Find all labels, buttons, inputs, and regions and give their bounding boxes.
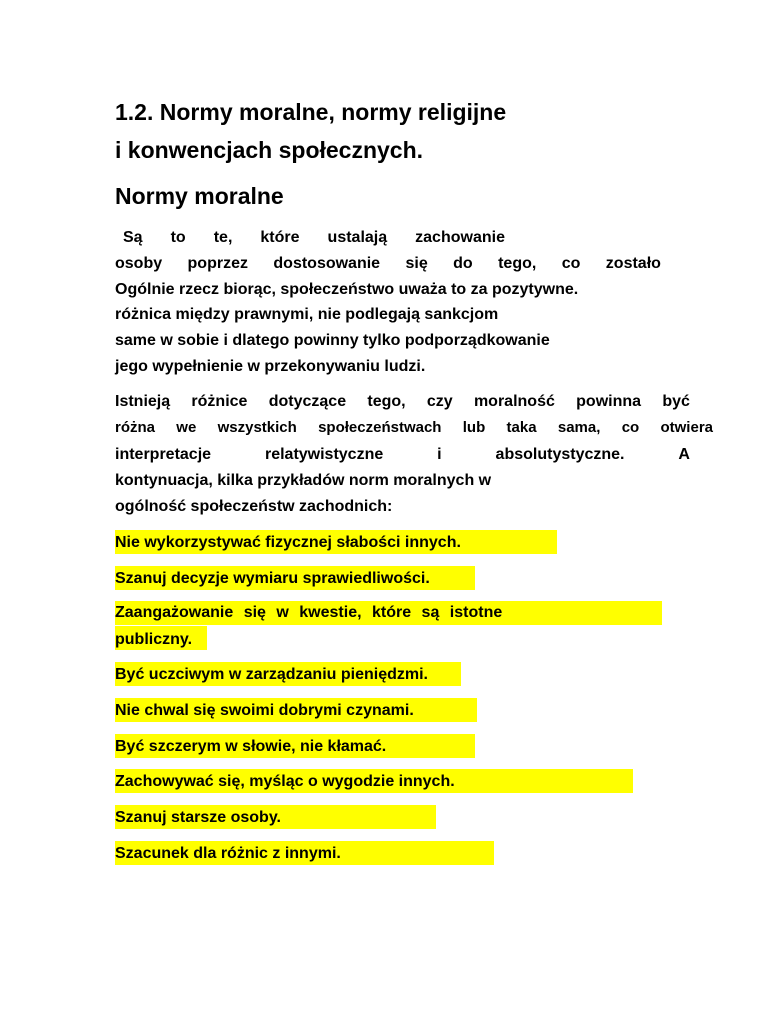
paragraph-2-line-2: [115, 418, 713, 438]
paragraph-1-line-6: jego wypełnienie w przekonywaniu ludzi.: [115, 358, 426, 375]
word: A: [678, 446, 690, 463]
norm-item: [115, 603, 587, 623]
norm-item: Szanuj starsze osoby.: [115, 809, 281, 826]
word: wszystkich: [217, 419, 297, 436]
paragraph-1-line-1: [123, 228, 505, 248]
norm-item: Być szczerym w słowie, nie kłamać.: [115, 738, 387, 755]
norm-item-text: Zaangażowanie się w kwestie, które są istotne: [115, 604, 503, 621]
word: powinna: [576, 393, 642, 410]
word: otwiera: [660, 419, 713, 436]
norm-item: Nie wykorzystywać fizycznej słabości innych.: [115, 534, 461, 551]
word: i: [437, 446, 442, 463]
word: dotyczące: [268, 393, 347, 410]
word: we: [176, 419, 197, 436]
norm-item: Być uczciwym w zarządzaniu pieniędzmi.: [115, 666, 428, 683]
word: które: [260, 229, 300, 246]
word: się: [405, 255, 428, 272]
paragraph-1-line-2: [115, 254, 661, 274]
word: moralność: [473, 393, 555, 410]
word: różnice: [191, 393, 248, 410]
word: tego,: [498, 255, 537, 272]
norm-item: Szanuj decyzje wymiaru sprawiedliwości.: [115, 570, 430, 587]
word: taka: [506, 419, 537, 436]
paragraph-1-line-3: Ogólnie rzecz biorąc, społeczeństwo uważa to za pozytywne.: [115, 281, 579, 298]
word: sama,: [557, 419, 601, 436]
word: relatywistyczne: [264, 446, 384, 463]
word: osoby: [115, 255, 163, 272]
word: społeczeństwach: [318, 419, 442, 436]
word: Istnieją: [115, 393, 171, 410]
paragraph-2-line-3: [115, 445, 690, 465]
paragraph-2-line-1: [115, 392, 690, 412]
word: dostosowanie: [273, 255, 381, 272]
word: czy: [426, 393, 453, 410]
paragraph-1-line-4: różnica między prawnymi, nie podlegają sankcjom: [115, 306, 499, 323]
word: co: [621, 419, 640, 436]
word: te,: [213, 229, 233, 246]
word: lub: [462, 419, 486, 436]
word: zachowanie: [415, 229, 505, 246]
paragraph-2-line-5: ogólność społeczeństw zachodnich:: [115, 498, 393, 515]
paragraph-1-line-5: same w sobie i dlatego powinny tylko podporządkowanie: [115, 332, 550, 349]
title-line-2: i konwencjach społecznych.: [115, 137, 424, 163]
paragraph-2-line-4: kontynuacja, kilka przykładów norm moralnych w: [115, 472, 492, 489]
norm-item: Szacunek dla różnic z innymi.: [115, 845, 341, 862]
word: absolutystyczne.: [495, 446, 625, 463]
title-line-1: 1.2. Normy moralne, normy religijne: [115, 99, 507, 125]
word: ustalają: [327, 229, 388, 246]
section-heading: Normy moralne: [115, 183, 284, 209]
word: zostało: [605, 255, 661, 272]
norm-item: Nie chwal się swoimi dobrymi czynami.: [115, 702, 414, 719]
word: do: [453, 255, 473, 272]
word: to: [170, 229, 186, 246]
word: tego,: [367, 393, 406, 410]
word: interpretacje: [115, 446, 212, 463]
word: co: [561, 255, 581, 272]
norm-item: Zachowywać się, myśląc o wygodzie innych.: [115, 773, 455, 790]
word: poprzez: [187, 255, 248, 272]
word: być: [662, 393, 690, 410]
word: różna: [115, 419, 156, 436]
norm-item-continuation: publiczny.: [115, 631, 193, 648]
word: Są: [123, 229, 143, 246]
